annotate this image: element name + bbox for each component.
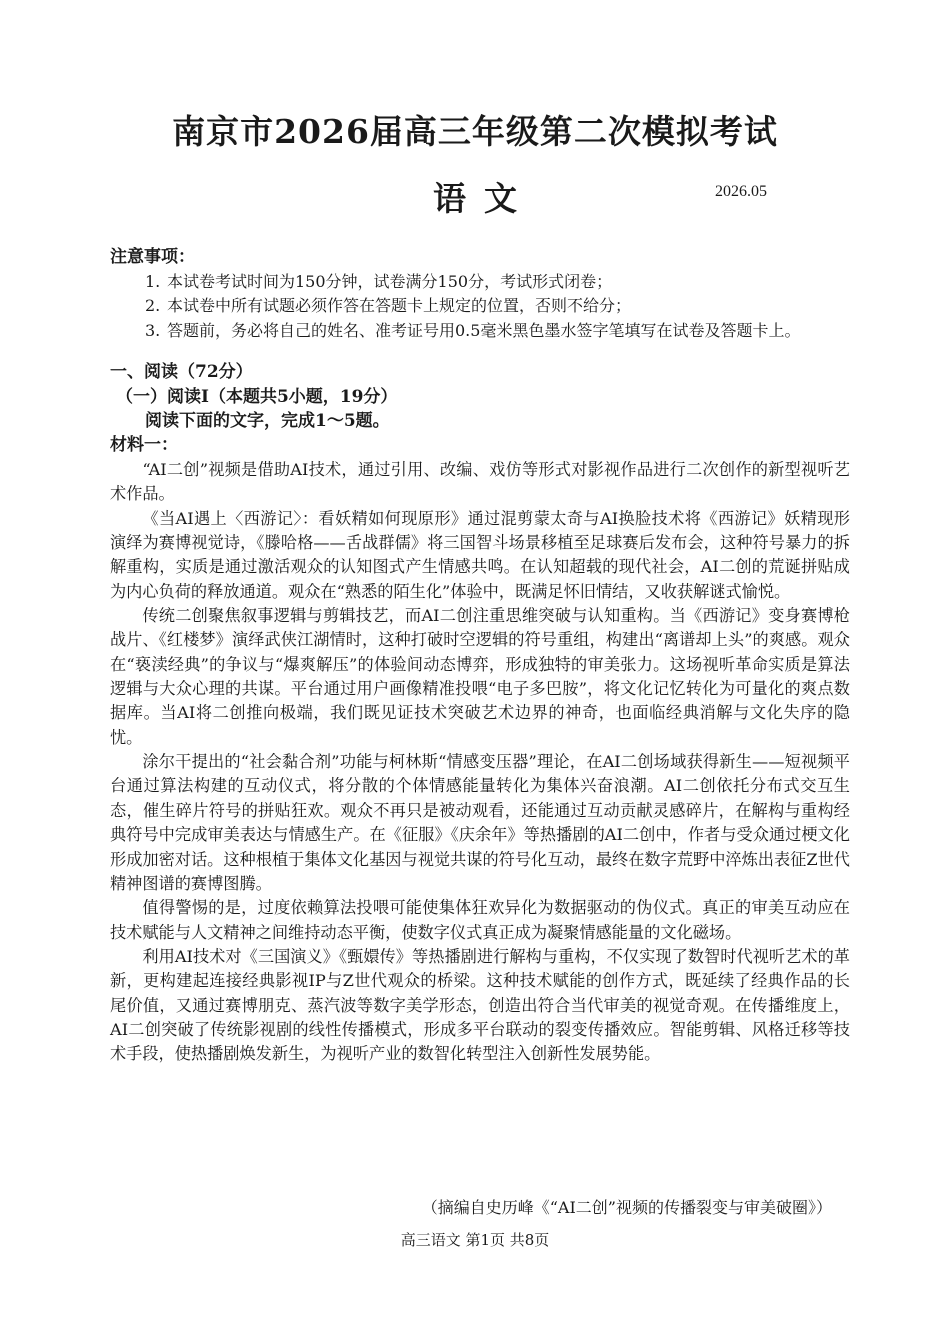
exam-title: 南京市2026届高三年级第二次模拟考试 xyxy=(172,112,778,151)
notice-item xyxy=(145,270,850,294)
exam-date: 2026.05 xyxy=(715,183,767,200)
notice-list xyxy=(145,270,850,343)
material-label: 材料一： xyxy=(110,435,178,455)
paragraph: 利用AI技术对《三国演义》《甄嬛传》等热播剧进行解构与重构，不仅实现了数智时代视听艺术的革新，更构建起连接经典影视IP与Z世代观众的桥梁。这种技术赋能的创作方式，既延续了经典作品的长尾价值，又通过赛博朋克、蒸汽波等数字美学形态，创造出符合当代审美的视觉奇观。在传播维度上，AI二创突破了传统影视剧的线性传播模式，形成多平台联动的裂变传播效应。智能剪辑、风格迁移等技术手段，使热播剧焕发新生，为视听产业的数智化转型注入创新性发展势能。 xyxy=(110,946,850,1064)
notice-item-number: 1. xyxy=(145,272,161,291)
source-citation: （摘编自史历峰《“AI二创”视频的传播裂变与审美破圈》） xyxy=(421,1198,832,1217)
notice-heading: 注意事项： xyxy=(110,247,195,267)
reading-instruction: 阅读下面的文字，完成1～5题。 xyxy=(145,411,390,431)
subsection-heading: （一）阅读Ⅰ（本题共5小题，19分） xyxy=(116,387,398,407)
paragraph: 传统二创聚焦叙事逻辑与剪辑技艺，而AI二创注重思维突破与认知重构。当《西游记》变身赛博枪战片、《红楼梦》演绎武侠江湖情时，这种打破时空逻辑的符号重组，构建出“离谱却上头”的爽感。观众在“亵渎经典”的争议与“爆爽解压”的体验间动态博弈，形成独特的审美张力。这场视听革命实质是算法逻辑与大众心理的共谋。平台通过用户画像精准投喂“电子多巴胺”，将文化记忆转化为可量化的爽点数据库。当AI将二创推向极端，我们既见证技术突破艺术边界的神奇，也面临经典消解与文化失序的隐忧。 xyxy=(110,606,850,747)
paragraph: 涂尔干提出的“社会黏合剂”功能与柯林斯“情感变压器”理论，在AI二创场域获得新生——短视频平台通过算法构建的互动仪式，将分散的个体情感能量转化为集体兴奋浪潮。AI二创依托分布式交互生态，催生碎片符号的拼贴狂欢。观众不再只是被动观看，还能通过互动贡献灵感碎片，在解构与重构经典符号中完成审美表达与情感生产。在《征服》《庆余年》等热播剧的AI二创中，作者与受众通过梗文化形成加密对话。这种根植于集体文化基因与视觉共谋的符号化互动，最终在数字荒野中淬炼出表征Z世代精神图谱的赛博图腾。 xyxy=(110,752,850,893)
notice-item xyxy=(145,319,850,343)
paragraph: 值得警惕的是，过度依赖算法投喂可能使集体狂欢异化为数据驱动的伪仪式。真正的审美互动应在技术赋能与人文精神之间维持动态平衡，使数字仪式真正成为凝聚情感能量的文化磁场。 xyxy=(110,898,850,942)
paragraph: “AI二创”视频是借助AI技术，通过引用、改编、戏仿等形式对影视作品进行二次创作的新型视听艺术作品。 xyxy=(110,460,850,504)
material-body xyxy=(110,458,850,1067)
notice-item xyxy=(145,294,850,318)
notice-item-number: 2. xyxy=(145,296,161,316)
section-heading: 一、阅读（72分） xyxy=(110,362,253,382)
notice-item-text: 本试卷考试时间为150分钟，试卷满分150分，考试形式闭卷； xyxy=(167,272,613,291)
page-footer: 高三语文 第1页 共8页 xyxy=(400,1231,550,1249)
paragraph: 《当AI遇上〈西游记〉：看妖精如何现原形》通过混剪蒙太奇与AI换脸技术将《西游记》妖精现形演绎为赛博视觉诗，《滕哈格——舌战群儒》将三国智斗场景移植至足球赛后发布会，这种符号暴力的拆解重构，实质是通过激活观众的认知图式产生情感共鸣。在认知超载的现代社会，AI二创的荒诞拼贴成为内心负荷的释放通道。观众在“熟悉的陌生化”体验中，既满足怀旧情结，又收获解谜式愉悦。 xyxy=(110,508,850,601)
subject-title: 语文 xyxy=(433,179,535,218)
notice-item-number: 3. xyxy=(145,320,161,340)
notice-item-text: 答题前，务必将自己的姓名、准考证号用0.5毫米黑色墨水签字笔填写在试卷及答题卡上。 xyxy=(167,320,801,340)
notice-item-text: 本试卷中所有试题必须作答在答题卡上规定的位置，否则不给分； xyxy=(167,296,632,316)
